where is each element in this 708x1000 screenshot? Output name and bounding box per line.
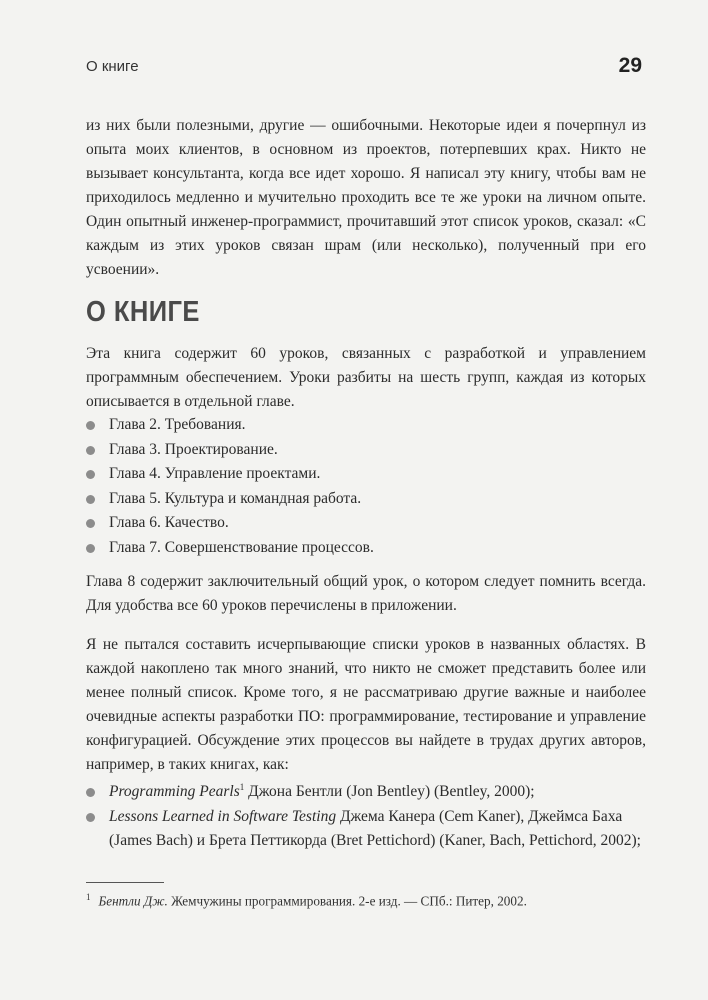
bullet-icon [86, 544, 95, 553]
page-number: 29 [618, 54, 642, 77]
list-item [86, 511, 374, 536]
footnote-reference[interactable]: 1 [239, 781, 245, 792]
book-details: Джема Канера (Cem Kaner), Джеймса Баха (James Bach) и Брета Петтикорда (Bret Pettichord) (Kaner, Bach, Pettichord, 2002); [109, 807, 641, 849]
paragraph-about: Эта книга содержит 60 уроков, связанных с разработкой и управлением программным обеспечением. Уроки разбиты на шесть групп, каждая из которых описывается в отдельной главе. [86, 345, 646, 410]
bullet-icon [86, 470, 95, 479]
bullet-icon [86, 788, 95, 797]
list-item [86, 413, 374, 438]
book-title: Lessons Learned in Software Testing [109, 807, 337, 825]
running-head: О книге [86, 58, 139, 75]
bullet-icon [86, 446, 95, 455]
footnote [86, 888, 527, 910]
list-item [86, 487, 374, 512]
footnote-author: Бентли Дж. [98, 893, 168, 909]
bullet-icon [86, 495, 95, 504]
list-item-text: Глава 2. Требования. [109, 416, 246, 433]
list-item-text: Глава 5. Культура и командная работа. [109, 489, 362, 507]
book-details: Джона Бентли (Jon Bentley) (Bentley, 2000); [244, 783, 535, 800]
footnote-number: 1 [86, 892, 91, 902]
bullet-icon [86, 813, 95, 822]
list-item [86, 438, 374, 463]
paragraph-chapter8: Глава 8 содержит заключительный общий урок, о котором следует помнить всегда. Для удобства все 60 уроков перечислены в приложении. [86, 573, 646, 614]
list-item-text: Глава 7. Совершенствование процессов. [109, 538, 374, 556]
list-item [86, 780, 646, 805]
paragraph-intro: из них были полезными, другие — ошибочными. Некоторые идеи я почерпнул из опыта моих клиентов, в основном из проектов, потерпевших крах. Никто не вызывает консультанта, когда все идет хорошо. Я написал эту книгу, чтобы вам не приходилось медленно и мучительно проходить все те же уроки на личном опыте. Один опытный инженер-программист, прочитавший этот список уроков, сказал: «С каждым из этих уроков связан шрам (или несколько), полученный при его усвоении». [86, 117, 646, 278]
list-item-text: Глава 4. Управление проектами. [109, 465, 321, 482]
footnote-text: Жемчужины программирования. 2-е изд. — СПб.: Питер, 2002. [167, 893, 527, 909]
footnote-divider [86, 882, 164, 883]
list-item [86, 536, 374, 561]
paragraph-scope: Я не пытался составить исчерпывающие списки уроков в названных областях. В каждой накоплено так много знаний, что никто не сможет представить более или менее полный список. Кроме того, я не рассматриваю другие важные и наиболее очевидные аспекты разработки ПО: программирование, тестирование и управление конфигурацией. Обсуждение этих процессов вы найдете в трудах других авторов, например, в таких книгах, как: [86, 636, 646, 773]
bullet-icon [86, 421, 95, 430]
list-item-text: Глава 6. Качество. [109, 514, 229, 531]
list-item [86, 805, 646, 854]
section-heading: О КНИГЕ [86, 296, 200, 328]
list-item-text: Глава 3. Проектирование. [109, 440, 278, 458]
chapter-list [86, 413, 374, 560]
book-title: Programming Pearls [109, 783, 240, 800]
list-item [86, 462, 374, 487]
book-list [86, 780, 646, 854]
bullet-icon [86, 519, 95, 528]
